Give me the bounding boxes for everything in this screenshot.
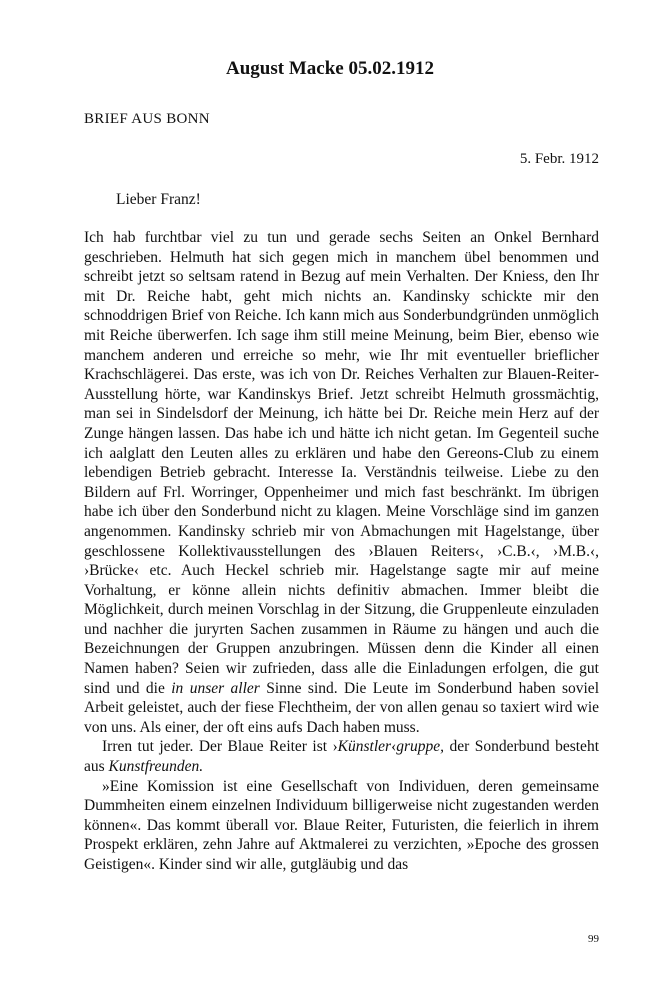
page-number: 99 xyxy=(588,933,599,945)
italic-run: Künstler xyxy=(337,738,392,756)
italic-run: in unser aller xyxy=(171,679,260,697)
letter-date: 5. Febr. 1912 xyxy=(519,151,599,167)
letter-salutation: Lieber Franz! xyxy=(116,191,201,208)
italic-run: gruppe, xyxy=(396,738,445,756)
text-run: Irren tut jeder. Der Blaue Reiter ist › xyxy=(102,738,338,756)
paragraph-3 xyxy=(84,777,599,875)
page-title: August Macke 05.02.1912 xyxy=(226,58,434,79)
text-run: Sinne sind. Die Leute im Sonderbund haben soviel Arbeit geleistet, auch der fiese Flechtheim, der von allen genau so taxiert wird wie von uns. Als einer, der oft eins aufs Dach haben muss. xyxy=(84,679,599,736)
letter-subtitle: BRIEF AUS BONN xyxy=(84,111,210,127)
paragraph-2 xyxy=(84,737,599,776)
text-run: »Eine Komission ist eine Gesellschaft von Individuen, deren gemeinsame Dummheiten einem einzelnen Individuum billigerweise nicht zugestanden werden können«. Das kommt überall vor. Blaue Reiter, Futuristen, die feierlich in ihrem Prospekt erklären, zehn Jahre auf Aktmalerei zu verzichten, »Epoche des grossen Geistigen«. Kinder sind wir alle, gutgläubig und das xyxy=(84,777,599,873)
paragraph-1 xyxy=(84,228,599,737)
text-run: Ich hab furchtbar viel zu tun und gerade sechs Seiten an Onkel Bernhard geschrieben. Helmuth hat sich gegen mich in manchem übel benommen und schreibt jetzt so seltsam ratend in Bezug auf mein Verhalten. Der Kniess, den Ihr mit Dr. Reiche habt, geht mich nichts an. Kandinsky schickte mir den schnoddrigen Brief von Reiche. Ich kann mich aus Sonderbundgründen unmöglich mit Reiche überwerfen. Ich sage ihm still meine Meinung, beim Bier, ebenso wie manchem anderen und erreiche so mehr, wie Ihr mit eventueller brieflicher Krachschlägerei. Das erste, was ich von Dr. Reiches Verhalten zur Blauen-Reiter-Ausstellung hörte, war Kandinskys Brief. Jetzt schreibt Helmuth grossmächtig, man sei in Sindelsdorf der Meinung, ich hätte bei Dr. Reiche mein Herz auf der Zunge hängen lassen. Das habe ich und hätte ich nicht getan. Im Gegenteil suche ich aalglatt den Leuten alles zu erklären und habe den Gereons-Club zu einem lebendigen Betrieb gebracht. Interesse Ia. Verständnis teilweise. Liebe zu den Bildern auf Frl. Worringer, Oppenheimer und mich fast beschränkt. Im übrigen habe ich über den Sonderbund nicht zu klagen. Meine Vorschläge sind im ganzen angenommen. Kandinsky schrieb mir von Abmachungen mit Hagelstange, über geschlossene Kollektivausstellungen des ›Blauen Reiters‹, ›C.B.‹, ›M.B.‹, ›Brücke‹ etc. Auch Heckel schrieb mir. Hagelstange sagte mir auf meine Vorhaltung, er könne allein nichts definitiv abmachen. Immer bleibt die Möglichkeit, durch meinen Vorschlag in der Sitzung, die Gruppenleute einzuladen und nachher die juryrten Sachen zusammen in Räume zu hängen und auch die Bezeichnungen der Gruppen anzubringen. Müssen denn die Kinder all einen Namen haben? Seien wir zufrieden, dass alle die Einladungen erfolgen, die gut sind und die xyxy=(84,229,599,697)
text-run: der Sonderbund besteht aus xyxy=(84,738,599,776)
letter-body xyxy=(84,228,599,875)
italic-run: Kunstfreunden. xyxy=(108,758,204,776)
text-run: ‹ xyxy=(391,738,397,756)
